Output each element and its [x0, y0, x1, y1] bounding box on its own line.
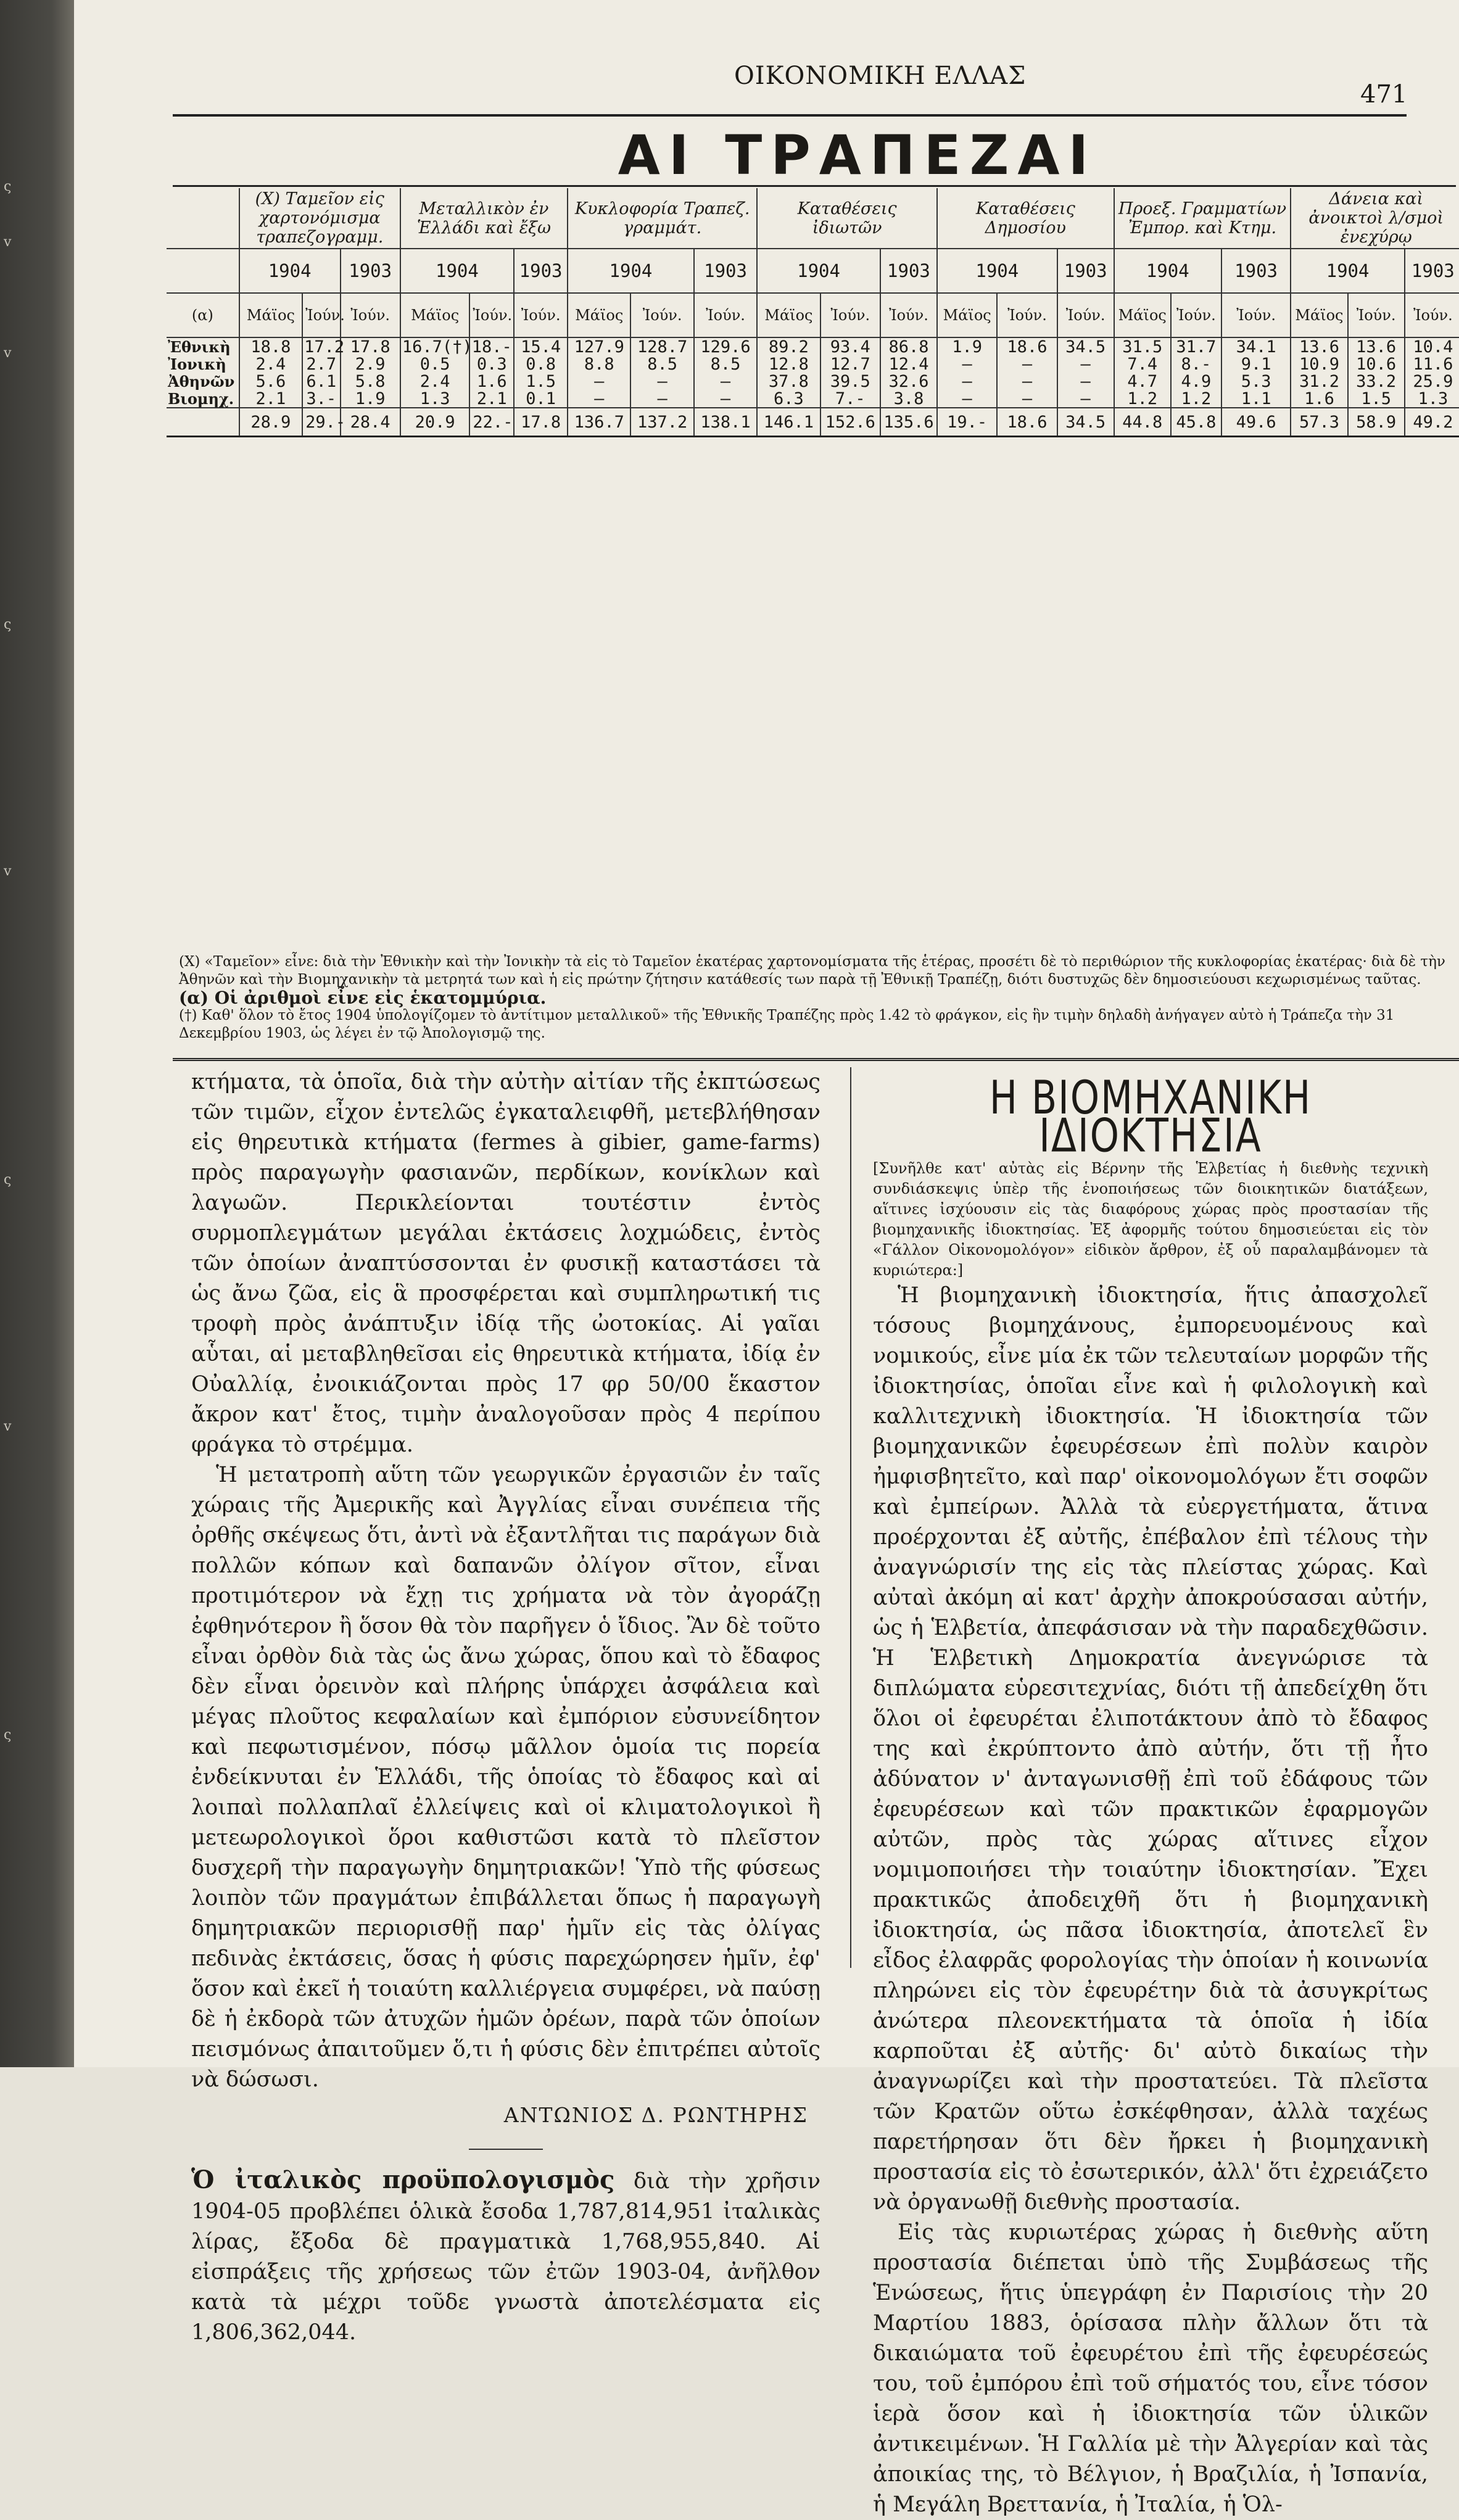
- article-paragraph: Εἰς τὰς κυριωτέρας χώρας ἡ διεθνὴς αὕτη προστασία διέπεται ὑπὸ τῆς Συμβάσεως τῆς Ἑνώσεως, ἥτις ὑπεγράφη ἐν Παρισίοις τὴν 20 Μαρτίου 1883, ὁρίσασα πλὴν ἄλλων ὅτι τὰ δικαιώματα τοῦ ἐφευρέτου ἐπὶ τῆς ἐφευρέσεώς του, τοῦ ἐμπόρου ἐπὶ τοῦ σήματός του, εἶνε τόσον ἱερὰ ὅσον καὶ ἡ ἰδιοκτησία τῶν ὑλικῶν ἀντικειμένων. Ἡ Γαλλία μὲ τὴν Ἀλγερίαν καὶ τὰς ἀποικίας της, τὸ Βέλγιον, ἡ Βραζιλία, ἡ Ἰσπανία, ἡ Μεγάλη Βρεττανία, ἡ Ἰταλία, ἡ Ὁλ-: [873, 2220, 1428, 2517]
- total-cell: 57.3: [1291, 408, 1347, 437]
- title-rule: [173, 185, 1456, 187]
- table-cell: 10.9: [1291, 355, 1347, 373]
- budget-text: διὰ τὴν χρῆσιν 1904-05 προβλέπει ὁλικὰ ἔσοδα 1,787,814,951 ἰταλικὰς λίρας, ἔξοδα δὲ πραγματικὰ 1,768,955,840. Αἱ εἰσπράξεις τῆς χρήσεως τῶν ἐτῶν 1903-04, ἀνῆλθον κατὰ τὰ μέχρι τοῦδε γνωστὰ ἀποτελέσματα εἰς 1,806,362,044.: [191, 2169, 820, 2345]
- table-cell: 4.7: [1114, 373, 1171, 390]
- totals-row: [167, 408, 1459, 437]
- month-header: Μάϊος: [1114, 293, 1171, 337]
- group-header: Μεταλλικὸν ἐν Ἑλλάδι καὶ ἔξω: [400, 188, 568, 249]
- table-cell: 1.6: [469, 373, 514, 390]
- table-row: [167, 390, 1459, 408]
- total-cell: 19.-: [937, 408, 997, 437]
- table-cell: —: [997, 373, 1057, 390]
- table-cell: 34.1: [1221, 337, 1291, 355]
- note-x: (Χ) «Ταμεῖον» εἶνε: διὰ τὴν Ἐθνικὴν καὶ τὴν Ἰονικὴν τὰ εἰς τὸ Ταμεῖον ἑκατέρας χαρτονομίσματα τῆς ἑτέρας, προσέτι δὲ τὸ περιθώριον τῆς κυκλοφορίας ἑκατέρας· διὰ δὲ τὴν Ἀθηνῶν καὶ τὴν Βιομηχανικὴν τὰ μετρητά των καὶ ἡ εἰς πρώτην ζήτησιν κατάθεσίς των παρὰ τῇ Ἐθνικῇ Τραπέζῃ, διότι δυστυχῶς δὲν δημοσιεύουσι κεχωρισμένως ταῦτας.: [179, 954, 1445, 988]
- month-header: Ἰούν.: [630, 293, 693, 337]
- table-cell: 4.9: [1171, 373, 1221, 390]
- totals-label: [167, 408, 239, 437]
- year-header: 1903: [694, 249, 757, 293]
- article-paragraph: Ἡ βιομηχανικὴ ἰδιοκτησία, ἥτις ἀπασχολεῖ τόσους βιομηχάνους, ἐμπορευομένους καὶ νομικούς, εἶνε μία ἐκ τῶν τελευταίων μορφῶν τῆς ἰδιοκτησίας, ὁποῖαι εἶνε καὶ ἡ φιλολογικὴ καὶ καλλιτεχνικὴ ἰδιοκτησία. Ἡ ἰδιοκτησία τῶν βιομηχανικῶν ἐφευρέσεων ἐπὶ πολὺν καιρὸν ἠμφισβητεῖτο, καὶ παρ' οἰκονομολόγων ἔτι σοφῶν καὶ ἐμπείρων. Ἀλλὰ τὰ εὐεργετήματα, ἅτινα προέρχονται ἐξ αὐτῆς, ἐπέβαλον ἐπὶ τέλους τὴν ἀναγνώρισίν της εἰς τὰς πλείστας χώρας. Καὶ αὐταὶ ἀκόμη αἱ κατ' ἀρχὴν ἀποκρούσασαι αὐτήν, ὡς ἡ Ἑλβετία, ἀπεφάσισαν νὰ τὴν παραδεχθῶσιν. Ἡ Ἑλβετικὴ Δημοκρατία ἀνεγνώρισε τὰ διπλώματα εὑρεσιτεχνίας, διότι τῇ ἀπεδείχθη ὅτι ὅλοι οἱ ἐφευρέται ἐλιποτάκτουν ἀπὸ τὸ ἔδαφος της καὶ ἐκρύπτοντο ἀπὸ αὐτήν, ὅτι τῇ ἦτο ἀδύνατον ν' ἀνταγωνισθῇ ἐπὶ τοῦ ἐδάφους τῶν ἐφευρέσεων καὶ τῶν πρακτικῶν ἐφαρμογῶν αὐτῶν, πρὸς τὰς χώρας αἵτινες εἶχον νομιμοποιήσει τὴν τοιαύτην ἰδιοκτησίαν. Ἔχει πρακτικῶς ἀποδειχθῆ ὅτι ἡ βιομηχανικὴ ἰδιοκτησία, ὡς πᾶσα ἰδιοκτησία, ἀποτελεῖ ἓν εἶδος ἐλαφρᾶς φορολογίας τὴν ὁποίαν ἡ κοινωνία πληρώνει εἰς τὸν ἐφευρέτην διὰ τὰ ἀσυγκρίτως ἀνώτερα πλεονεκτήματα τὰ ὁποῖα ἡ ἰδία καρποῦται ἐξ αὐτῆς· δι' αὐτὸ δικαίως τὴν ἀναγνωρίζει καὶ τὴν προστατεύει. Τὰ πλεῖστα τῶν Κρατῶν οὕτω ἐσκέφθησαν, ἀλλὰ ταχέως παρετήρησαν ὅτι δὲν ἤρκει ἡ βιομηχανικὴ προστασία εἰς τὸ ἐσωτερικόν, ἀλλ' ὅτι ἐχρειάζετο νὰ ὀργανωθῇ διεθνὴς προστασία.: [873, 1283, 1428, 2215]
- table-cell: 8.8: [568, 355, 630, 373]
- total-cell: 22.-: [469, 408, 514, 437]
- row-label: Ἐθνικὴ: [167, 337, 239, 355]
- year-header: 1904: [757, 249, 880, 293]
- table-cell: 2.9: [341, 355, 400, 373]
- month-header: Μάϊος: [239, 293, 302, 337]
- page-number: 471: [1360, 80, 1408, 109]
- right-column: [873, 1067, 1428, 2520]
- total-cell: 137.2: [630, 408, 693, 437]
- section-title: ΑΙ ΤΡΑΠΕΖΑΙ: [618, 123, 1097, 187]
- month-header: Ἰούν.: [469, 293, 514, 337]
- table-cell: 25.9: [1405, 373, 1459, 390]
- total-cell: 28.9: [239, 408, 302, 437]
- group-header: (Χ) Ταμεῖον εἰς χαρτονόμισμα τραπεζογραμμ.: [239, 188, 400, 249]
- table-cell: —: [630, 373, 693, 390]
- month-header: Μάϊος: [1291, 293, 1347, 337]
- article-title: Η ΒΙΟΜΗΧΑΝΙΚΗ ΙΔΙΟΚΤΗΣΙΑ: [989, 1071, 1312, 1163]
- month-header: Ἰούν.: [302, 293, 340, 337]
- total-cell: 45.8: [1171, 408, 1221, 437]
- note-dagger: (†) Καθ' ὅλον τὸ ἔτος 1904 ὑπολογίζομεν τὸ ἀντίτιμον μεταλλικοῦ» τῆς Ἐθνικῆς Τραπέζης πρὸς 1.42 τὸ φράγκον, εἰς ἣν τιμὴν δηλαδὴ ἀνήγαγεν αὐτὸ ἡ Τράπεζα τὴν 31 Δεκεμβρίου 1903, ὡς λέγει ἐν τῷ Ἀπολογισμῷ της.: [179, 1007, 1395, 1041]
- table-cell: 31.7: [1171, 337, 1221, 355]
- group-header: Δάνεια καὶ ἀνοικτοὶ λ/σμοὶ ἐνεχύρῳ: [1291, 188, 1459, 249]
- total-cell: 152.6: [820, 408, 880, 437]
- header-rule: [173, 114, 1407, 117]
- year-header: 1904: [1114, 249, 1221, 293]
- year-header: 1903: [341, 249, 400, 293]
- table-cell: 17.2: [302, 337, 340, 355]
- table-cell: 3.8: [880, 390, 937, 408]
- month-header: Μάϊος: [937, 293, 997, 337]
- table-cell: 3.-: [302, 390, 340, 408]
- table-cell: 2.1: [469, 390, 514, 408]
- table-cell: 1.5: [514, 373, 568, 390]
- table-cell: 32.6: [880, 373, 937, 390]
- table-cell: 34.5: [1057, 337, 1114, 355]
- table-cell: 127.9: [568, 337, 630, 355]
- table-cell: 2.1: [239, 390, 302, 408]
- table-cell: 1.9: [937, 337, 997, 355]
- table-cell: 6.3: [757, 390, 820, 408]
- month-header: Ἰούν.: [880, 293, 937, 337]
- month-header: Ἰούν.: [1221, 293, 1291, 337]
- table-cell: 12.8: [757, 355, 820, 373]
- year-header: 1904: [400, 249, 514, 293]
- month-header: Ἰούν.: [1057, 293, 1114, 337]
- row-label-blank: [167, 249, 239, 293]
- notes-rule: [173, 1058, 1459, 1061]
- article-paragraph: κτήματα, τὰ ὁποῖα, διὰ τὴν αὐτὴν αἰτίαν τῆς ἐκπτώσεως τῶν τιμῶν, εἶχον ἐντελῶς ἐγκαταλειφθῆ, μετεβλήθησαν εἰς θηρευτικὰ κτήματα (fermes à gibier, game-farms) πρὸς παραγωγὴν φασιανῶν, περδίκων, κονίκλων καὶ λαγωῶν. Περικλείονται τουτέστιν ἐντὸς συρμοπλεγμάτων μεγάλαι ἐκτάσεις λοχμώδεις, ἐντὸς τῶν ὁποίων ἀναπτύσσονται ἐν φυσικῇ καταστάσει τὰ ὡς ἄνω ζῶα, εἰς ἃ προσφέρεται καὶ συμπληρωτική τις τροφὴ πρὸς ἀνάπτυξιν ἰδίᾳ τῆς ὠοτοκίας. Αἱ γαῖαι αὗται, αἱ μεταβληθεῖσαι εἰς θηρευτικὰ κτήματα, ἰδίᾳ ἐν Οὐαλλίᾳ, ἐνοικιάζονται πρὸς 17 φρ 50/00 ἕκαστον ἄκρον κατ' ἔτος, τιμὴν ἀναλογοῦσαν πρὸς 4 περίπου φράγκα τὸ στρέμμα.: [191, 1070, 820, 1457]
- left-column: [191, 1067, 820, 2348]
- table-cell: 17.8: [341, 337, 400, 355]
- table-cell: 15.4: [514, 337, 568, 355]
- table-cell: 31.5: [1114, 337, 1171, 355]
- total-cell: 44.8: [1114, 408, 1171, 437]
- table-cell: —: [1057, 390, 1114, 408]
- gutter-mark: ς: [4, 1172, 12, 1188]
- table-cell: 0.3: [469, 355, 514, 373]
- table-cell: —: [1057, 355, 1114, 373]
- table-cell: 1.1: [1221, 390, 1291, 408]
- table-cell: 1.6: [1291, 390, 1347, 408]
- table-cell: 13.6: [1291, 337, 1347, 355]
- month-header: Ἰούν.: [1171, 293, 1221, 337]
- total-cell: 49.6: [1221, 408, 1291, 437]
- table-cell: —: [937, 390, 997, 408]
- group-header: Καταθέσεις Δημοσίου: [937, 188, 1114, 249]
- table-body: [167, 337, 1459, 408]
- table-cell: 18.8: [239, 337, 302, 355]
- table-cell: 10.6: [1348, 355, 1405, 373]
- total-cell: 28.4: [341, 408, 400, 437]
- binding-gutter: [0, 0, 74, 2067]
- table-cell: 0.8: [514, 355, 568, 373]
- table-notes: [179, 953, 1459, 1043]
- month-header: Ἰούν.: [694, 293, 757, 337]
- separator-rule: [469, 2149, 543, 2150]
- year-header: 1904: [1291, 249, 1404, 293]
- month-header: Μάϊος: [400, 293, 470, 337]
- table-cell: 2.4: [239, 355, 302, 373]
- table-cell: —: [1057, 373, 1114, 390]
- gutter-mark: v: [4, 864, 12, 879]
- gutter-mark: v: [4, 234, 12, 250]
- table-cell: 1.3: [400, 390, 470, 408]
- total-cell: 17.8: [514, 408, 568, 437]
- table-cell: 2.7: [302, 355, 340, 373]
- table-cell: 39.5: [820, 373, 880, 390]
- year-header: 1904: [239, 249, 341, 293]
- year-header: 1903: [1405, 249, 1459, 293]
- table-cell: 128.7: [630, 337, 693, 355]
- year-header: 1904: [568, 249, 694, 293]
- group-header: Προεξ. Γραμματίων Ἐμπορ. καὶ Κτημ.: [1114, 188, 1291, 249]
- banks-table: [167, 188, 1459, 437]
- row-label: Ἀθηνῶν: [167, 373, 239, 390]
- year-header: 1903: [1057, 249, 1114, 293]
- table-cell: 31.2: [1291, 373, 1347, 390]
- table-cell: 5.3: [1221, 373, 1291, 390]
- table-cell: —: [937, 355, 997, 373]
- year-header: 1903: [1221, 249, 1291, 293]
- table-cell: 5.8: [341, 373, 400, 390]
- table-cell: 1.3: [1405, 390, 1459, 408]
- table-cell: —: [997, 390, 1057, 408]
- total-cell: 136.7: [568, 408, 630, 437]
- group-header: Κυκλοφορία Τραπεζ. γραμμάτ.: [568, 188, 757, 249]
- year-header: 1903: [880, 249, 937, 293]
- table-cell: 129.6: [694, 337, 757, 355]
- table-cell: 11.6: [1405, 355, 1459, 373]
- year-header: 1903: [514, 249, 568, 293]
- table-cell: 1.5: [1348, 390, 1405, 408]
- total-cell: 135.6: [880, 408, 937, 437]
- table-cell: 1.9: [341, 390, 400, 408]
- total-cell: 58.9: [1348, 408, 1405, 437]
- column-divider: [850, 1067, 851, 1968]
- row-label: Ἰονικὴ: [167, 355, 239, 373]
- table-cell: 37.8: [757, 373, 820, 390]
- table-row: [167, 373, 1459, 390]
- table-cell: 8.5: [630, 355, 693, 373]
- table-cell: —: [630, 390, 693, 408]
- page: [74, 0, 1459, 2517]
- month-header: Ἰούν.: [1405, 293, 1459, 337]
- gutter-mark: ς: [4, 1727, 12, 1743]
- month-header: Ἰούν.: [997, 293, 1057, 337]
- month-header: Ἰούν.: [820, 293, 880, 337]
- budget-lead: Ὁ ἰταλικὸς προϋπολογισμὸς: [191, 2165, 615, 2194]
- table-cell: 18.-: [469, 337, 514, 355]
- total-cell: 18.6: [997, 408, 1057, 437]
- total-cell: 146.1: [757, 408, 820, 437]
- row-label-header-blank: [167, 188, 239, 249]
- table-row: [167, 355, 1459, 373]
- table-cell: 18.6: [997, 337, 1057, 355]
- article-intro: [Συνῆλθε κατ' αὐτὰς εἰς Βέρνην τῆς Ἑλβετίας ἡ διεθνὴς τεχνικὴ συνδιάσκεψις ὑπὲρ τῆς ἑνοποιήσεως τῶν διοικητικῶν διατάξεων, αἵτινες ἰσχύουσιν εἰς τὰς διαφόρους χώρας πρὸς προστασίαν τῆς βιομηχανικῆς ἰδιοκτησίας. Ἐξ ἀφορμῆς τούτου δημοσιεύεται εἰς τὸν «Γάλλον Οἰκονομολόγον» εἰδικὸν ἄρθρον, ἐξ οὗ παραλαμβάνομεν τὰ κυριώτερα:]: [873, 1160, 1428, 1279]
- table-cell: —: [937, 373, 997, 390]
- month-header: Ἰούν.: [514, 293, 568, 337]
- table-cell: 6.1: [302, 373, 340, 390]
- table-cell: 0.5: [400, 355, 470, 373]
- gutter-mark: v: [4, 1419, 12, 1434]
- row-label-header: (α): [167, 293, 239, 337]
- table-row: [167, 337, 1459, 355]
- table-cell: —: [568, 390, 630, 408]
- total-cell: 34.5: [1057, 408, 1114, 437]
- table-cell: 8.5: [694, 355, 757, 373]
- table-cell: 10.4: [1405, 337, 1459, 355]
- total-cell: 49.2: [1405, 408, 1459, 437]
- article-paragraph: Ἡ μετατροπὴ αὕτη τῶν γεωργικῶν ἐργασιῶν ἐν ταῖς χώραις τῆς Ἀμερικῆς καὶ Ἀγγλίας εἶναι συνέπεια τῆς ὀρθῆς σκέψεως ὅτι, ἀντὶ νὰ ἐξαντλῆται τις παράγων διὰ πολλῶν κόπων καὶ δαπανῶν ὀλίγον σῖτον, εἶναι προτιμότερον νὰ ἔχῃ τις χρήματα νὰ τὸν ἀγοράζῃ ἐφθηνότερον ἢ ὅσον θὰ τὸν παρῆγεν ὁ ἴδιος. Ἂν δὲ τοῦτο εἶναι ὀρθὸν διὰ τὰς ὡς ἄνω χώρας, ὅπου καὶ τὸ ἔδαφος δὲν εἶναι ὀρεινὸν καὶ πλήρης ὑπάρχει ἀσφάλεια καὶ μέγας πλοῦτος κεφαλαίων καὶ ἐμπόριον εὐσυνείδητον καὶ πεφωτισμένον, πόσῳ μᾶλλον ὁμοία τις πορεία ἐνδείκνυται ἐν Ἑλλάδι, τῆς ὁποίας τὸ ἔδαφος καὶ αἱ λοιπαὶ πολλαπλαῖ ἐλλείψεις καὶ οἱ κλιματολογικοὶ ἢ μετεωρολογικοὶ ὅροι καθιστῶσι κατὰ τὸ πλεῖστον δυσχερῆ τὴν παραγωγὴν δημητριακῶν! Ὑπὸ τῆς φύσεως λοιπὸν τῶν πραγμάτων ἐπιβάλλεται ὅπως ἡ παραγωγὴ δημητριακῶν περιορισθῇ παρ' ἡμῖν εἰς τὰς ὀλίγας πεδινὰς ἐκτάσεις, ὅσας ἡ φύσις παρεχώρησεν ἡμῖν, ἐφ' ὅσον καὶ ἐκεῖ ἡ τοιαύτη καλλιέργεια συμφέρει, νὰ παύσῃ δὲ ἡ ἐκδορὰ τῶν ἀτυχῶν ἡμῶν ὀρέων, παρὰ τῶν ὁποίων πεισμόνως ἀπαιτοῦμεν ὅ,τι ἡ φύσις δὲν ἐπιτρέπει αὐτοῖς νὰ δώσωσι.: [191, 1463, 820, 2092]
- month-header: Ἰούν.: [1348, 293, 1405, 337]
- table-cell: —: [694, 373, 757, 390]
- author-signature: ΑΝΤΩΝΙΟΣ Δ. ΡΩΝΤΗΡΗΣ: [503, 2103, 808, 2127]
- total-cell: 138.1: [694, 408, 757, 437]
- table-cell: 8.-: [1171, 355, 1221, 373]
- table-cell: 9.1: [1221, 355, 1291, 373]
- table-cell: 5.6: [239, 373, 302, 390]
- year-header: 1904: [937, 249, 1057, 293]
- table-cell: —: [568, 373, 630, 390]
- table-cell: 1.2: [1171, 390, 1221, 408]
- row-label: Βιομηχ.: [167, 390, 239, 408]
- running-head: ΟΙΚΟΝΟΜΙΚΗ ΕΛΛΑΣ: [734, 62, 1027, 90]
- year-header-row: [167, 249, 1459, 293]
- gutter-mark: ς: [4, 617, 12, 632]
- table-cell: 7.4: [1114, 355, 1171, 373]
- table-cell: 89.2: [757, 337, 820, 355]
- note-a: (α) Οἱ ἀριθμοὶ εἶνε εἰς ἑκατομμύρια.: [179, 988, 547, 1008]
- table-cell: 86.8: [880, 337, 937, 355]
- group-header: Καταθέσεις ἰδιωτῶν: [757, 188, 937, 249]
- table-cell: 0.1: [514, 390, 568, 408]
- month-header: Μάϊος: [568, 293, 630, 337]
- table-cell: 12.4: [880, 355, 937, 373]
- table-cell: 13.6: [1348, 337, 1405, 355]
- table-cell: 12.7: [820, 355, 880, 373]
- table-cell: 93.4: [820, 337, 880, 355]
- table-cell: 2.4: [400, 373, 470, 390]
- budget-paragraph: [191, 2165, 820, 2348]
- table-cell: 1.2: [1114, 390, 1171, 408]
- month-header-row: [167, 293, 1459, 337]
- total-cell: 20.9: [400, 408, 470, 437]
- gutter-mark: v: [4, 345, 12, 361]
- total-cell: 29.-: [302, 408, 340, 437]
- month-header: Ἰούν.: [341, 293, 400, 337]
- month-header: Μάϊος: [757, 293, 820, 337]
- table-cell: 33.2: [1348, 373, 1405, 390]
- table-cell: 16.7(†): [400, 337, 470, 355]
- table-cell: —: [997, 355, 1057, 373]
- table-cell: —: [694, 390, 757, 408]
- table-cell: 7.-: [820, 390, 880, 408]
- gutter-mark: ς: [4, 179, 12, 194]
